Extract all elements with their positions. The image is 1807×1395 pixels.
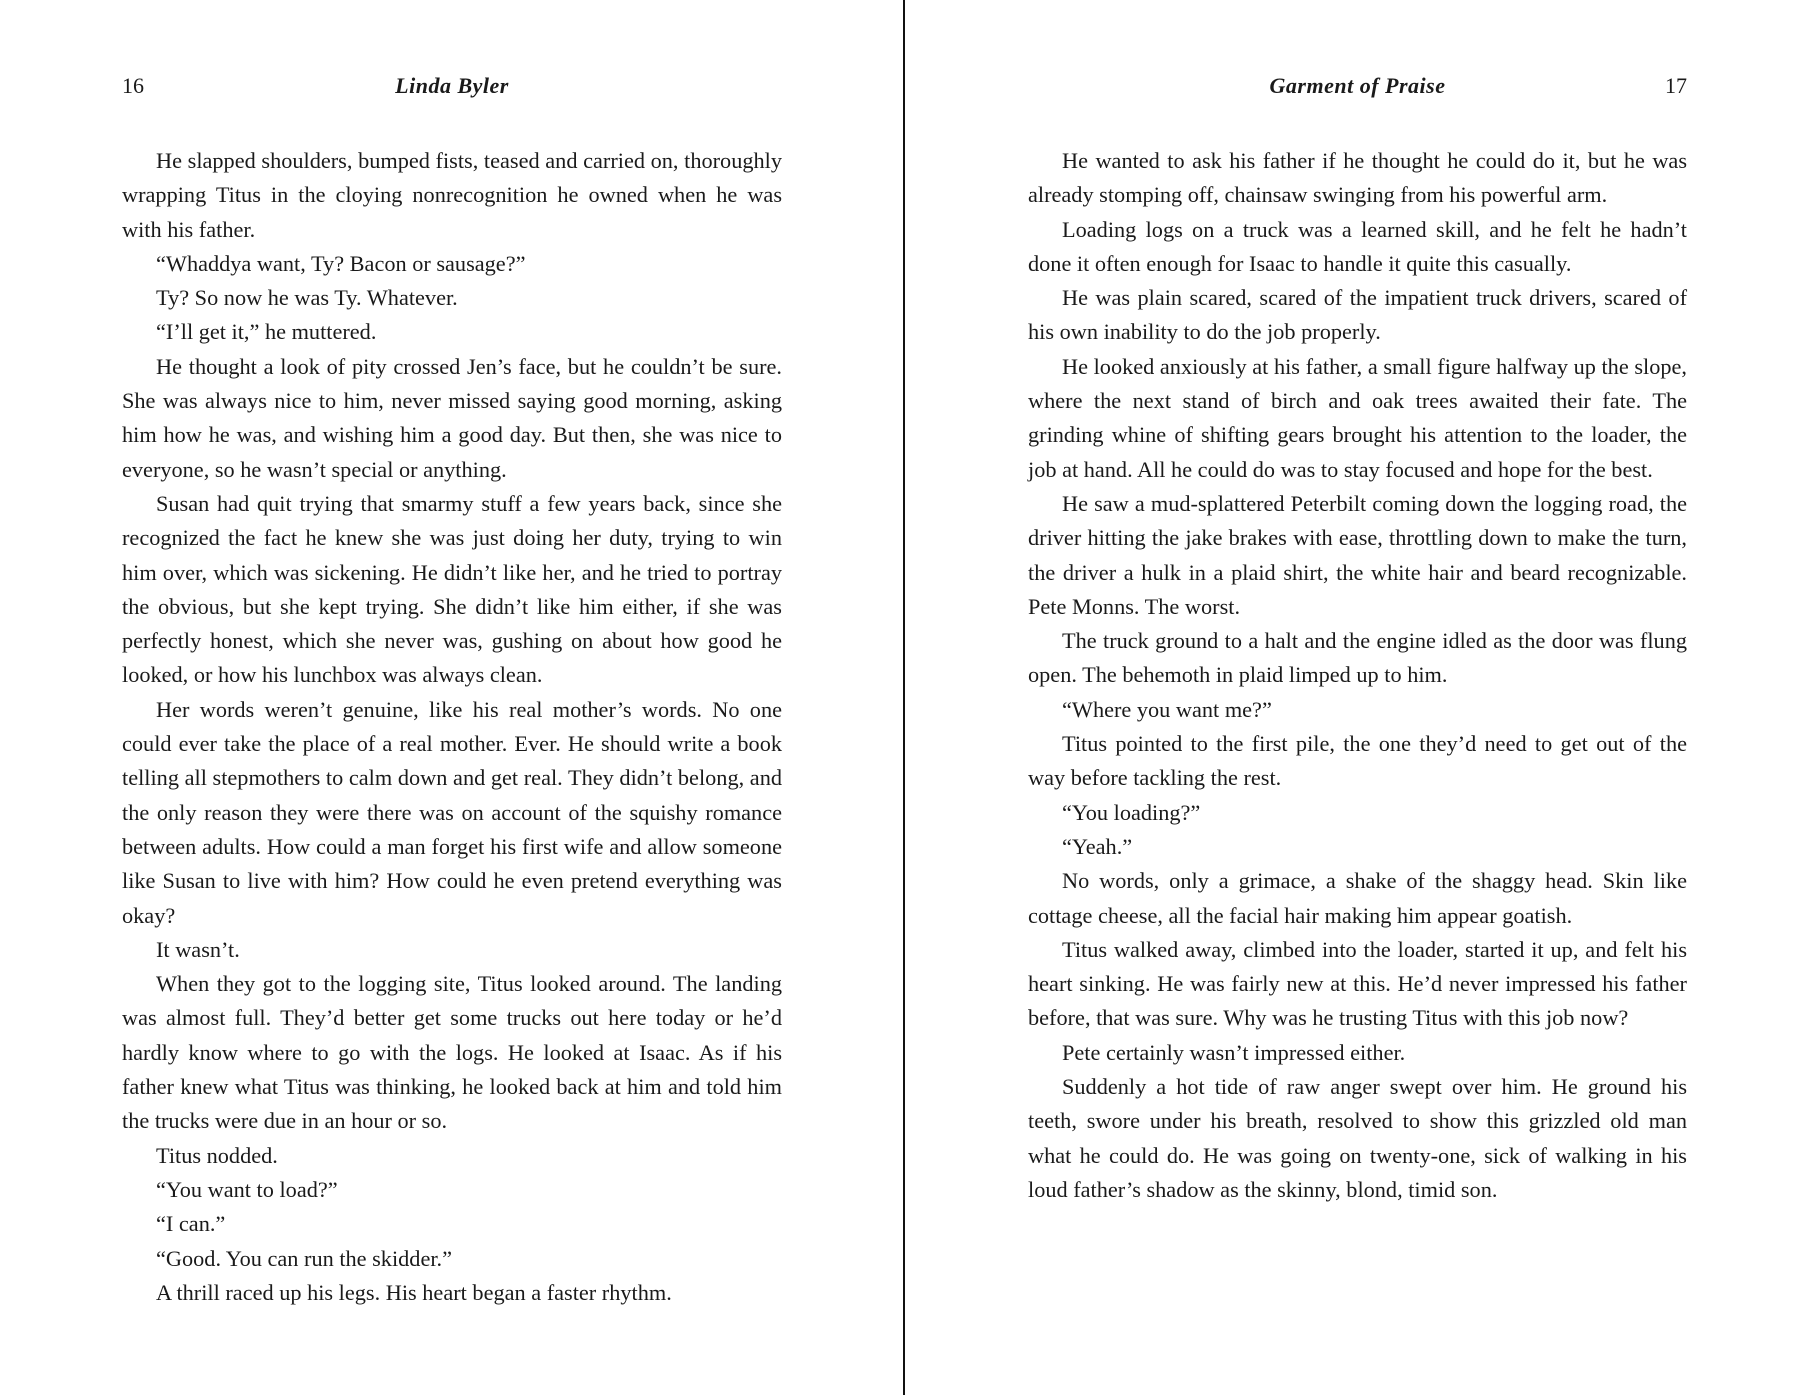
left-page: [122, 0, 782, 1395]
paragraph: “Where you want me?”: [1062, 696, 1272, 722]
paragraph: “Yeah.”: [1062, 833, 1133, 859]
page-number: 17: [1665, 73, 1687, 98]
author-running-head: Linda Byler: [395, 73, 509, 98]
paragraph: Suddenly a hot tide of raw anger swept over him. He ground his teeth, swore under his breath, resolved to show this grizzled old man what he could do. He was going on twenty-one, sick of walking in his loud father’s shadow as the skinny, blond, timid son.: [1028, 1074, 1687, 1202]
running-head: [122, 70, 782, 102]
paragraph: “I can.”: [156, 1211, 226, 1237]
paragraph: Her words weren’t genuine, like his real mother’s words. No one could ever take the place of a real mother. Ever. He should write a book telling all stepmothers to calm down and get real. They didn’t belong, and the only reason they were there was on account of the squishy romance between adults. How could a man forget his first wife and allow someone like Susan to live with him? How could he even pretend everything was okay?: [122, 696, 782, 928]
paragraph: It wasn’t.: [156, 936, 240, 962]
gutter-divider: [903, 0, 905, 1395]
paragraph: Loading logs on a truck was a learned skill, and he felt he hadn’t done it often enough for Isaac to handle it quite this casually.: [1028, 216, 1687, 276]
paragraph: Pete certainly wasn’t impressed either.: [1062, 1039, 1406, 1065]
title-running-head: Garment of Praise: [1269, 73, 1446, 98]
running-head: [1028, 70, 1687, 102]
body-text: [122, 144, 782, 1310]
paragraph: He wanted to ask his father if he thought he could do it, but he was already stomping off, chainsaw swinging from his powerful arm.: [1028, 148, 1687, 208]
paragraph: He was plain scared, scared of the impatient truck drivers, scared of his own inability to do the job properly.: [1028, 285, 1687, 345]
paragraph: Susan had quit trying that smarmy stuff a few years back, since she recognized the fact he knew she was just doing her duty, trying to win him over, which was sickening. He didn’t like her, and he tried to portray the obvious, but she kept trying. She didn’t like him either, if she was perfectly honest, which she never was, gushing on about how good he looked, or how his lunchbox was always clean.: [122, 490, 782, 688]
paragraph: “I’ll get it,” he muttered.: [156, 319, 377, 345]
paragraph: “You loading?”: [1062, 799, 1201, 825]
paragraph: When they got to the logging site, Titus looked around. The landing was almost full. They’d better get some trucks out here today or he’d hardly know where to go with the logs. He looked at Isaac. As if his father knew what Titus was thinking, he looked back at him and told him the trucks were due in an hour or so.: [122, 971, 782, 1134]
paragraph: He looked anxiously at his father, a small figure halfway up the slope, where the next stand of birch and oak trees awaited their fate. The grinding whine of shifting gears brought his attention to the loader, the job at hand. All he could do was to stay focused and hope for the best.: [1028, 353, 1687, 482]
paragraph: A thrill raced up his legs. His heart began a faster rhythm.: [156, 1279, 672, 1305]
paragraph: “You want to load?”: [156, 1176, 338, 1202]
paragraph: Titus nodded.: [156, 1142, 278, 1168]
page-number: 16: [122, 73, 144, 98]
paragraph: He thought a look of pity crossed Jen’s face, but he couldn’t be sure. She was always nice to him, never missed saying good morning, asking him how he was, and wishing him a good day. But then, she was nice to everyone, so he wasn’t special or anything.: [122, 353, 782, 482]
paragraph: He saw a mud-splattered Peterbilt coming down the logging road, the driver hitting the jake brakes with ease, throttling down to make the turn, the driver a hulk in a plaid shirt, the white hair and beard recognizable. Pete Monns. The worst.: [1028, 490, 1687, 619]
paragraph: Ty? So now he was Ty. Whatever.: [156, 285, 458, 311]
body-text: [1028, 144, 1687, 1207]
paragraph: Titus walked away, climbed into the loader, started it up, and felt his heart sinking. He was fairly new at this. He’d never impressed his father before, that was sure. Why was he trusting Titus with this job now?: [1028, 936, 1687, 1031]
paragraph: “Good. You can run the skidder.”: [156, 1245, 453, 1271]
right-page: [1028, 0, 1687, 1395]
paragraph: “Whaddya want, Ty? Bacon or sausage?”: [156, 250, 526, 276]
paragraph: He slapped shoulders, bumped fists, teased and carried on, thoroughly wrapping Titus in the cloying nonrecognition he owned when he was with his father.: [122, 148, 782, 242]
paragraph: No words, only a grimace, a shake of the shaggy head. Skin like cottage cheese, all the facial hair making him appear goatish.: [1028, 868, 1687, 928]
paragraph: Titus pointed to the first pile, the one they’d need to get out of the way before tackling the rest.: [1028, 731, 1687, 791]
paragraph: The truck ground to a halt and the engine idled as the door was flung open. The behemoth in plaid limped up to him.: [1028, 628, 1687, 688]
